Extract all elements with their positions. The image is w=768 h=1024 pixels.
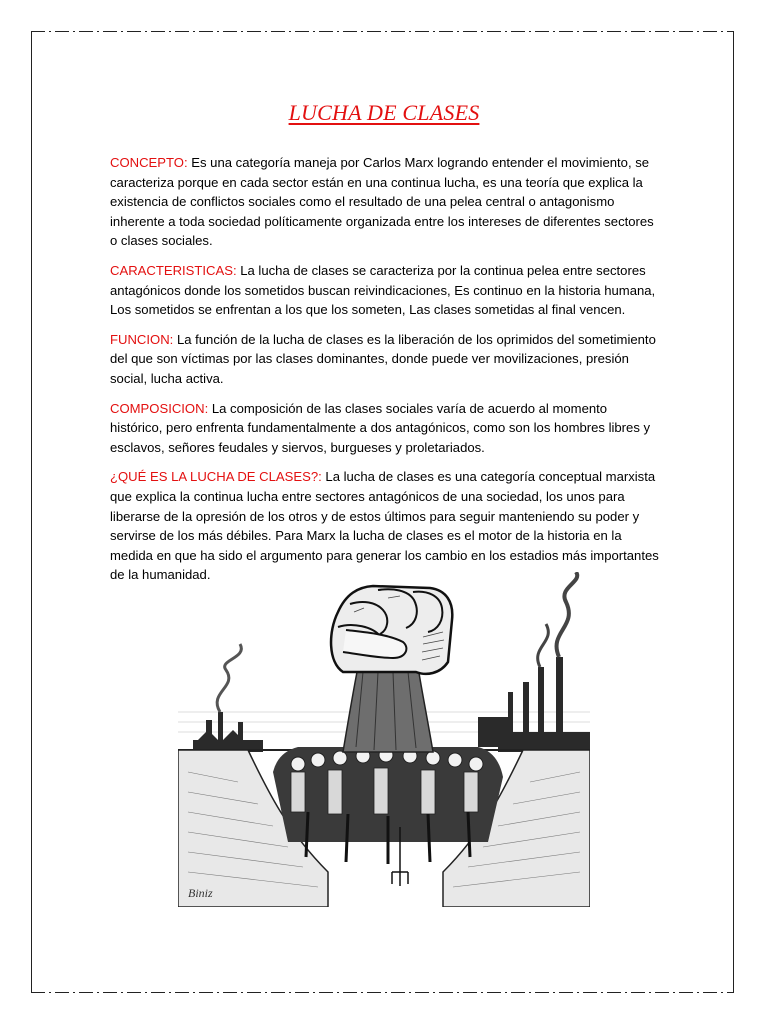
section-concepto [110,153,660,251]
section-text: La lucha de clases es una categoría conceptual marxista que explica la continua lucha entre sectores antagónicos de una sociedad, los unos para liberarse de la opresión de los otros y de estos últimos para seguir manteniendo su poder y servirse de los más débiles. Para Marx la lucha de clases es el motor de la historia en la medida en que ha sido el argumento para generar los cambio en los estadios más importantes de la humanidad. [110,469,659,583]
section-funcion [110,330,660,389]
section-text: Es una categoría maneja por Carlos Marx logrando entender el movimiento, se caracteriza porque en cada sector están en una continua lucha, es una teoría que explica la existencia de conflictos sociales como el resultado de una pelea central o antagonismo inherente a toda sociedad políticamente organizada entre los intereses de diferentes sectores o clases sociales. [110,155,654,249]
section-label: COMPOSICION: [110,400,209,416]
artist-signature: Biniz [188,886,213,900]
raised-fist-illustration [178,572,590,907]
section-que-es [110,467,660,585]
page-title: LUCHA DE CLASES [288,100,480,125]
section-label: CONCEPTO: [110,155,188,170]
raised-fist-icon [331,586,452,674]
section-label: CARACTERISTICAS: [110,262,237,278]
section-caracteristicas [110,261,660,320]
section-text: La composición de las clases sociales varía de acuerdo al momento histórico, pero enfrenta fundamentalmente a dos antagónicos, como son los hombres libres y esclavos, señores feudales y siervos, burgueses y proletariados. [110,400,651,455]
section-label: ¿QUÉ ES LA LUCHA DE CLASES?: [110,469,322,485]
section-composicion [110,399,660,458]
section-label: FUNCION: [110,331,174,347]
section-text: La lucha de clases se caracteriza por la continua pelea entre sectores antagónicos donde los sometidos buscan reivindicaciones, Es continuo en la historia humana, Los sometidos se enfrentan a los que los someten, Las clases sometidas al final vencen. [110,262,656,318]
factory-right-icon [478,657,590,752]
section-text: La función de la lucha de clases es la liberación de los oprimidos del sometimiento del que son víctimas por las clases dominantes, donde puede ver movilizaciones, presión social, lucha activa. [110,331,656,386]
document-body [110,153,660,595]
